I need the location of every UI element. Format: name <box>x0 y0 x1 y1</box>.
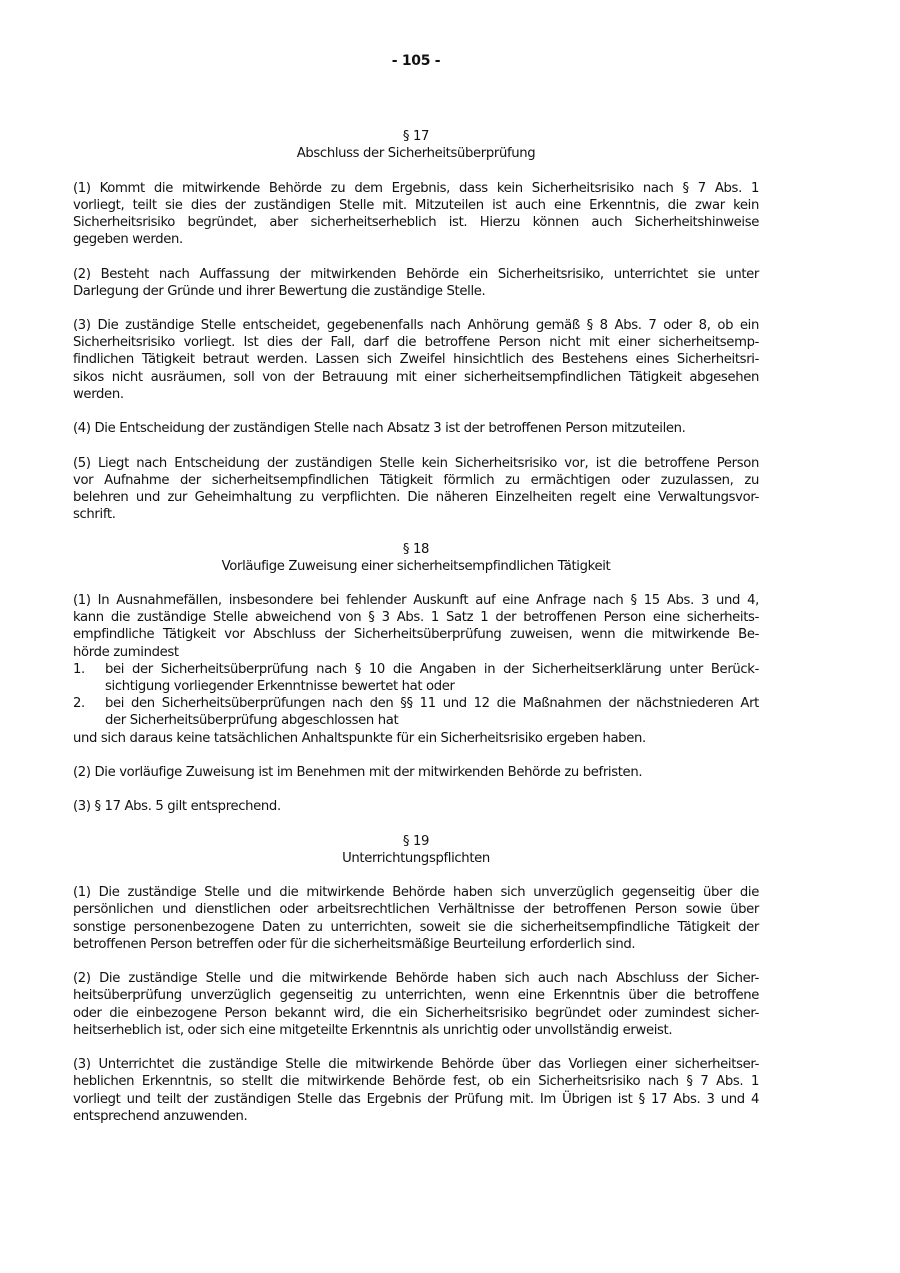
text-line: (3) Die zuständige Stelle entscheidet, gegebenenfalls nach Anhörung gemäß § 8 Abs. 7 oder 8, ob ein <box>73 318 759 334</box>
text-line: entsprechend anzuwenden. <box>73 1108 248 1124</box>
list-item-2 <box>73 695 759 729</box>
text-line: oder die einbezogene Person bekannt wird, die ein Sicherheitsrisiko begründet oder zumindest sicher- <box>73 1005 759 1021</box>
section-title: Unterrichtungspflichten <box>342 850 490 866</box>
text-line: (4) Die Entscheidung der zuständigen Stelle nach Absatz 3 ist der betroffenen Person mitzuteilen. <box>73 421 686 437</box>
page-number: - 105 - <box>391 53 441 69</box>
text-line: heblichen Erkenntnis, so stellt die mitwirkende Behörde fest, ob ein Sicherheitsrisiko nach § 7 Abs. 1 <box>73 1074 759 1090</box>
document-body <box>73 128 759 1125</box>
section-number: § 19 <box>402 833 430 849</box>
text-line: sichtigung vorliegender Erkenntnisse bewertet hat oder <box>105 679 455 694</box>
section-title: Abschluss der Sicherheitsüberprüfung <box>296 146 536 162</box>
text-line: kann die zuständige Stelle abweichend von § 3 Abs. 1 Satz 1 der betroffenen Person eine sicherheits- <box>73 610 759 626</box>
text-line: persönlichen und dienstlichen oder arbeitsrechtlichen Verhältnisse der betroffenen Person sowie über <box>73 902 759 918</box>
paragraph-17-1 <box>73 180 759 249</box>
text-line: (1) Die zuständige Stelle und die mitwirkende Behörde haben sich unverzüglich gegenseitig über die <box>73 885 759 901</box>
paragraph-18-1 <box>73 592 759 747</box>
list-number: 1. <box>73 661 85 677</box>
text-line: (2) Die zuständige Stelle und die mitwirkende Behörde haben sich auch nach Abschluss der Sicher- <box>73 971 759 987</box>
text-line: heitsüberprüfung unverzüglich gegenseitig zu unterrichten, wenn eine Erkenntnis über die betroffene <box>73 988 759 1004</box>
paragraph-19-2 <box>73 970 759 1039</box>
paragraph-17-4 <box>73 420 759 437</box>
text-line: vorliegt und teilt der zuständigen Stelle das Ergebnis der Prüfung mit. Im Übrigen ist § 17 Abs. 3 und 4 <box>73 1091 759 1107</box>
paragraph-17-2 <box>73 266 759 300</box>
text-line: sonstige personenbezogene Daten zu unterrichten, soweit sie die sicherheitsempfindliche Tätigkeit der <box>73 919 759 935</box>
text-line: vor Aufnahme der sicherheitsempfindlichen Tätigkeit förmlich zu ermächtigen oder zuzulassen, zu <box>73 472 759 488</box>
list-number: 2. <box>73 696 85 712</box>
text-line: betroffenen Person betreffen oder für die sicherheitsmäßige Beurteilung erforderlich sind. <box>73 936 636 952</box>
text-line: empfindliche Tätigkeit vor Abschluss der Sicherheitsüberprüfung zuweisen, wenn die mitwirkende Be- <box>73 627 759 643</box>
paragraph-17-3 <box>73 317 759 403</box>
section-number: § 18 <box>402 541 430 557</box>
text-line: heitserheblich ist, oder sich eine mitgeteilte Erkenntnis als unrichtig oder unvollständig erweist. <box>73 1022 673 1038</box>
text-line: findlichen Tätigkeit betraut werden. Lassen sich Zweifel hinsichtlich des Bestehens eines Sicherheitsri- <box>73 352 759 368</box>
text-line: Sicherheitsrisiko vorliegt. Ist dies der Fall, darf die betroffene Person nicht mit einer sicherheitsemp- <box>73 335 759 351</box>
paragraph-19-1 <box>73 884 759 953</box>
text-line: hörde zumindest <box>73 644 179 660</box>
text-line: der Sicherheitsüberprüfung abgeschlossen hat <box>105 713 399 729</box>
text-line: (3) Unterrichtet die zuständige Stelle die mitwirkende Behörde über das Vorliegen einer sicherheitser- <box>73 1057 759 1073</box>
text-line: (5) Liegt nach Entscheidung der zuständigen Stelle kein Sicherheitsrisiko vor, ist die betroffene Person <box>73 455 759 471</box>
text-line: Darlegung der Gründe und ihrer Bewertung die zuständige Stelle. <box>73 283 486 299</box>
paragraph-18-2 <box>73 764 759 781</box>
text-line: (2) Die vorläufige Zuweisung ist im Benehmen mit der mitwirkenden Behörde zu befristen. <box>73 764 643 780</box>
text-line: und sich daraus keine tatsächlichen Anhaltspunkte für ein Sicherheitsrisiko ergeben haben. <box>73 730 646 746</box>
paragraph-17-5 <box>73 455 759 524</box>
text-line: (3) § 17 Abs. 5 gilt entsprechend. <box>73 799 281 815</box>
text-line: (1) Kommt die mitwirkende Behörde zu dem Ergebnis, dass kein Sicherheitsrisiko nach § 7 Abs. 1 <box>73 180 759 196</box>
text-line: belehren und zur Geheimhaltung zu verpflichten. Die näheren Einzelheiten regelt eine Verwaltungsvor- <box>73 489 759 505</box>
paragraph-18-3 <box>73 798 759 815</box>
section-title: Vorläufige Zuweisung einer sicherheitsempfindlichen Tätigkeit <box>221 558 611 574</box>
text-line: gegeben werden. <box>73 232 183 248</box>
section-heading-19 <box>73 833 759 867</box>
section-heading-18 <box>73 541 759 575</box>
paragraph-19-3 <box>73 1056 759 1125</box>
text-line: (2) Besteht nach Auffassung der mitwirkenden Behörde ein Sicherheitsrisiko, unterrichtet sie unter <box>73 266 759 282</box>
text-line: Sicherheitsrisiko begründet, aber sicherheitserheblich ist. Hierzu können auch Sicherheitshinweise <box>73 214 759 230</box>
text-line: werden. <box>73 386 124 402</box>
list-item-1 <box>73 661 759 695</box>
text-line: vorliegt, teilt sie dies der zuständigen Stelle mit. Mitzuteilen ist auch eine Erkenntnis, die zwar kein <box>73 197 759 213</box>
section-heading-17 <box>73 128 759 162</box>
text-line: bei den Sicherheitsüberprüfungen nach den §§ 11 und 12 die Maßnahmen der nächstniederen Art <box>105 696 759 712</box>
section-number: § 17 <box>402 129 430 144</box>
text-line: schrift. <box>73 507 116 523</box>
text-line: sikos nicht ausräumen, soll von der Betrauung mit einer sicherheitsempfindlichen Tätigkeit abgesehen <box>73 369 759 385</box>
text-line: bei der Sicherheitsüberprüfung nach § 10 die Angaben in der Sicherheitserklärung unter Berück- <box>105 661 759 677</box>
text-line: (1) In Ausnahmefällen, insbesondere bei fehlender Auskunft auf eine Anfrage nach § 15 Abs. 3 und 4, <box>73 593 759 609</box>
